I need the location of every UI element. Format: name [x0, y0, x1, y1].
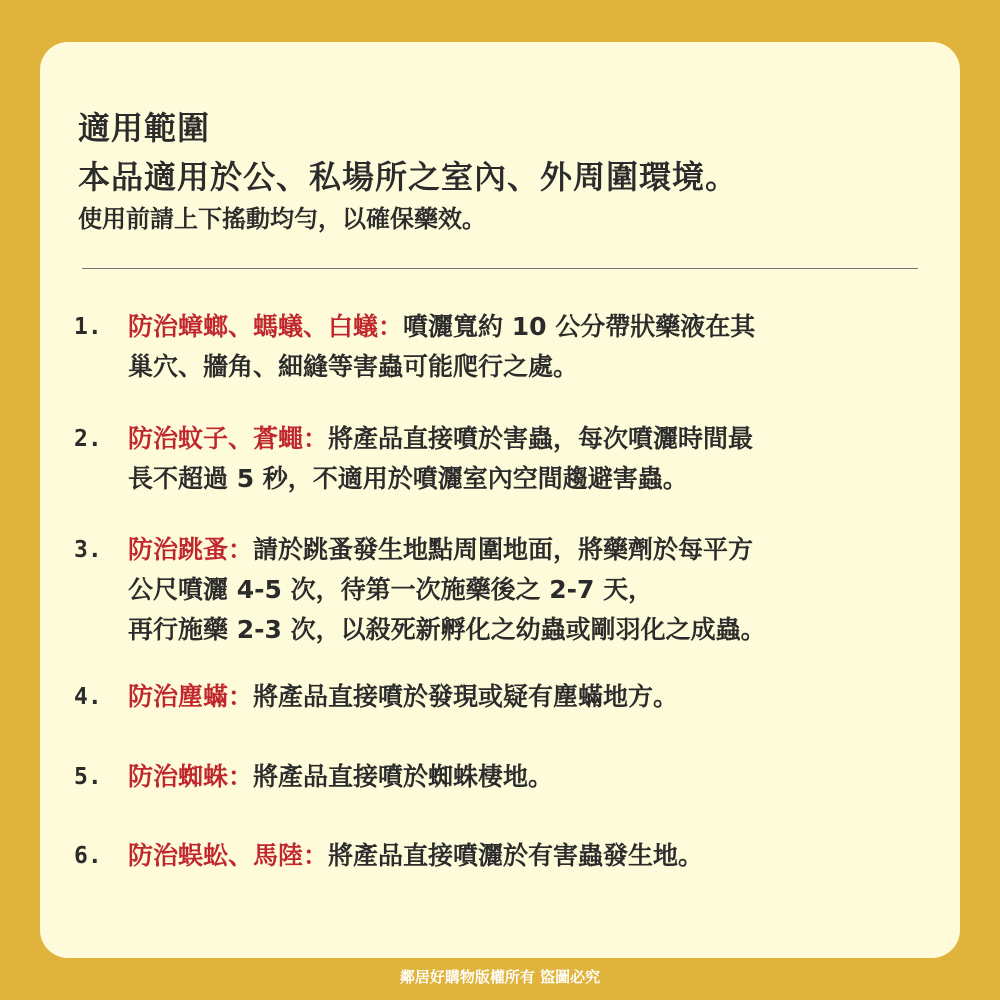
item-line: 再行施藥 2-3 次，以殺死新孵化之幼蟲或剛羽化之成蟲。 — [128, 615, 766, 644]
item-instruction: 將產品直接噴灑於有害蟲發生地。 — [328, 841, 704, 870]
scope-statement: 本品適用於公、私場所之室內、外周圍環境。 — [78, 158, 739, 196]
section-title: 適用範圍 — [78, 109, 211, 147]
item-line — [128, 419, 938, 459]
item-number: 2. — [74, 426, 102, 452]
item-line: 長不超過 5 秒，不適用於噴灑室內空間趨避害蟲。 — [128, 464, 688, 493]
item-line — [128, 677, 938, 717]
item-instruction: 噴灑寬約 10 公分帶狀藥液在其 — [403, 312, 756, 341]
item-line — [128, 836, 938, 876]
pest-label: 防治蜈蚣、馬陸： — [128, 841, 329, 870]
item-instruction: 將產品直接噴於害蟲，每次噴灑時間最 — [328, 424, 754, 453]
item-number: 3. — [74, 537, 102, 563]
item-line — [128, 307, 938, 347]
item-number: 6. — [74, 843, 102, 869]
item-line — [128, 757, 938, 797]
item-instruction: 將產品直接噴於蜘蛛棲地。 — [253, 762, 554, 791]
item-line: 巢穴、牆角、細縫等害蟲可能爬行之處。 — [128, 352, 579, 381]
item-line — [128, 530, 938, 570]
item-instruction: 將產品直接噴於發現或疑有塵蟎地方。 — [253, 682, 679, 711]
item-number: 1. — [74, 314, 102, 340]
item-instruction: 請於跳蚤發生地點周圍地面，將藥劑於每平方 — [253, 535, 754, 564]
copyright-footer: 鄰居好購物版權所有 盜圖必究 — [399, 968, 601, 986]
item-text — [128, 307, 938, 387]
pest-label: 防治蟑螂、螞蟻、白蟻： — [128, 312, 404, 341]
item-number: 5. — [74, 764, 102, 790]
item-text — [128, 836, 938, 876]
item-text — [128, 757, 938, 797]
usage-note: 使用前請上下搖動均勻，以確保藥效。 — [78, 205, 486, 233]
item-line: 公尺噴灑 4-5 次，待第一次施藥後之 2-7 天， — [128, 575, 654, 604]
item-text — [128, 419, 938, 499]
item-text — [128, 530, 938, 650]
pest-label: 防治蚊子、蒼蠅： — [128, 424, 329, 453]
divider — [82, 268, 918, 269]
pest-label: 防治跳蚤： — [128, 535, 254, 564]
pest-label: 防治塵蟎： — [128, 682, 254, 711]
item-text — [128, 677, 938, 717]
item-number: 4. — [74, 684, 102, 710]
pest-label: 防治蜘蛛： — [128, 762, 254, 791]
